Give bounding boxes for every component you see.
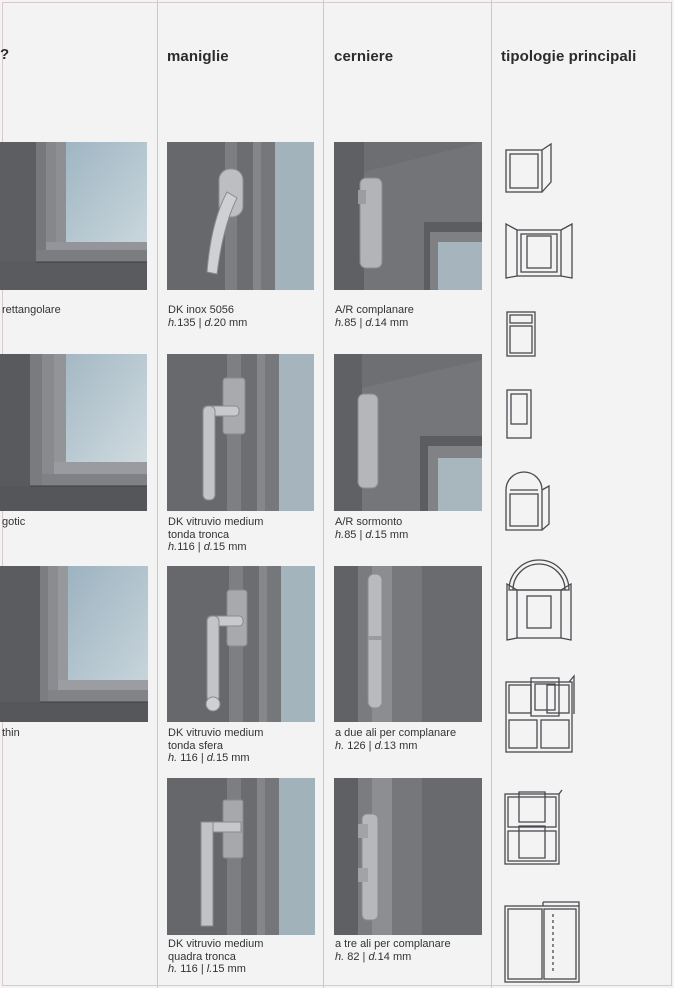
single-fixed-window-icon <box>505 386 535 442</box>
handle-name: DK vitruvio medium <box>168 938 264 950</box>
handles-column-title: maniglie <box>167 48 229 65</box>
column-divider <box>491 0 492 988</box>
profile-name: gotic <box>2 516 26 528</box>
hinge-name: a tre ali per complanare <box>335 938 451 950</box>
profile-name: thin <box>2 727 20 739</box>
hinge-caption <box>335 938 451 963</box>
profile-caption <box>2 727 20 740</box>
handle-dimensions: h.116 | d.15 mm <box>168 541 247 553</box>
stacked-double-window-icon <box>503 786 563 868</box>
profile-name: rettangolare <box>2 304 61 316</box>
arched-double-casement-window-icon <box>503 558 575 642</box>
hinge-dimensions: h.85 | d.14 mm <box>335 316 409 329</box>
hinge-photo <box>334 778 482 935</box>
hinge-caption <box>335 304 414 329</box>
hinge-caption <box>335 516 408 541</box>
hinge-dimensions: h. 82 | d.14 mm <box>335 950 412 963</box>
double-casement-window-icon <box>503 220 575 284</box>
handle-caption <box>168 938 263 976</box>
handle-caption <box>168 516 263 554</box>
profile-caption <box>2 304 61 317</box>
handle-name-line2: quadra tronca <box>168 950 236 963</box>
profiles-title-fragment: ? <box>0 46 10 63</box>
handle-photo <box>167 778 315 935</box>
hinge-dimensions: h.85 | d.15 mm <box>335 528 409 541</box>
handle-caption <box>168 304 247 329</box>
hinge-name: a due ali per complanare <box>335 727 457 739</box>
hinge-caption <box>335 727 456 752</box>
column-divider <box>157 0 158 988</box>
handle-name-line2: tonda sfera <box>168 739 224 752</box>
handle-name: DK vitruvio medium <box>168 516 264 528</box>
hinge-name: A/R sormonto <box>335 516 403 528</box>
hinge-photo <box>334 566 482 722</box>
hinge-photo <box>334 142 482 290</box>
handle-photo <box>167 566 315 722</box>
hinge-name: A/R complanare <box>335 304 414 316</box>
hinge-photo <box>334 354 482 511</box>
single-casement-window-icon <box>503 142 553 200</box>
handle-name: DK vitruvio medium <box>168 727 264 739</box>
profile-caption <box>2 516 25 529</box>
handle-dimensions: h. 116 | d.15 mm <box>168 752 250 764</box>
column-divider <box>323 0 324 988</box>
handle-name-line2: tonda tronca <box>168 528 230 541</box>
sliding-door-window-icon <box>503 900 583 984</box>
handle-photo <box>167 354 314 511</box>
double-casement-with-lower-panels-icon <box>503 672 575 756</box>
handle-name: DK inox 5056 <box>168 304 235 316</box>
profile-photo-rettangolare <box>0 142 147 290</box>
profile-photo-thin <box>0 566 148 722</box>
typologies-column-title: tipologie principali <box>501 48 637 65</box>
profile-photo-gotic <box>0 354 147 511</box>
hinge-dimensions: h. 126 | d.13 mm <box>335 739 418 752</box>
arched-single-window-icon <box>503 466 551 534</box>
hinges-column-title: cerniere <box>334 48 394 65</box>
handle-dimensions: h. 116 | l.15 mm <box>168 963 246 975</box>
fixed-window-with-transom-icon <box>505 306 537 360</box>
handle-dimensions: h.135 | d.20 mm <box>168 316 248 329</box>
handle-photo <box>167 142 314 290</box>
handle-caption <box>168 727 263 765</box>
